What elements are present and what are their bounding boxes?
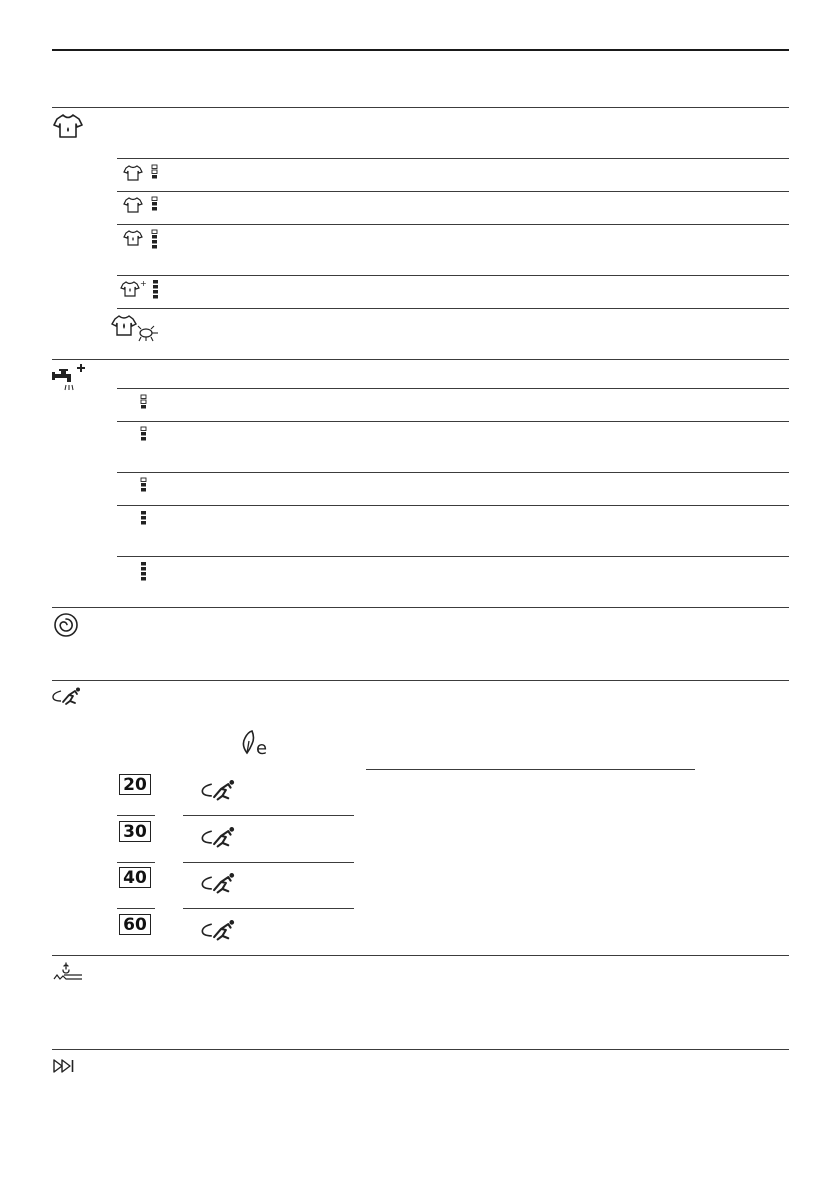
- section-divider: [52, 607, 789, 608]
- speed-runner-icon: [200, 825, 240, 849]
- row-divider: [117, 308, 789, 309]
- level-bar-4-icon: [140, 510, 148, 530]
- header-rule: [52, 49, 789, 51]
- level-bar-5-icon: [140, 561, 148, 583]
- leaf-e-icon: [240, 729, 272, 759]
- table-rule: [183, 908, 354, 909]
- hand-water-icon: [52, 961, 84, 983]
- table-rule: [183, 815, 354, 816]
- t-shirt-level-2-icon: [124, 196, 164, 216]
- t-shirt-level-1-icon: [124, 164, 164, 184]
- speed-runner-icon: [51, 686, 85, 706]
- row-divider: [117, 472, 789, 473]
- spiral-icon: [53, 612, 79, 638]
- speed-runner-icon: [200, 778, 240, 802]
- row-divider: [117, 505, 789, 506]
- section-divider: [52, 955, 789, 956]
- table-rule: [366, 769, 695, 770]
- temp-30-badge: 30: [119, 821, 151, 842]
- tap-plus-icon: [51, 363, 91, 391]
- t-shirt-stain-level-3-icon: [124, 229, 164, 251]
- temp-40-badge: 40: [119, 867, 151, 888]
- section-divider: [52, 680, 789, 681]
- row-divider: [117, 158, 789, 159]
- table-rule: [117, 815, 155, 816]
- speed-runner-icon: [200, 871, 240, 895]
- section-divider: [52, 107, 789, 108]
- row-divider: [117, 191, 789, 192]
- table-rule: [183, 862, 354, 863]
- row-divider: [117, 556, 789, 557]
- t-shirt-allergy-icon: [112, 313, 164, 343]
- section-divider: [52, 1049, 789, 1050]
- fast-forward-end-icon: [53, 1058, 79, 1074]
- section-divider: [52, 359, 789, 360]
- row-divider: [117, 275, 789, 276]
- svg-text:e: e: [256, 738, 268, 759]
- t-shirt-stain-icon: [53, 113, 83, 139]
- table-rule: [117, 908, 155, 909]
- level-bar-1-icon: [140, 394, 148, 414]
- temp-60-badge: 60: [119, 914, 151, 935]
- level-bar-2-icon: [140, 426, 148, 446]
- temp-20-badge: 20: [119, 774, 151, 795]
- svg-text:+: +: [140, 279, 147, 288]
- row-divider: [117, 388, 789, 389]
- row-divider: [117, 421, 789, 422]
- row-divider: [117, 224, 789, 225]
- level-bar-3-icon: [140, 477, 148, 497]
- table-rule: [117, 862, 155, 863]
- speed-runner-icon: [200, 918, 240, 942]
- t-shirt-stain-plus-level-4-icon: [121, 279, 165, 301]
